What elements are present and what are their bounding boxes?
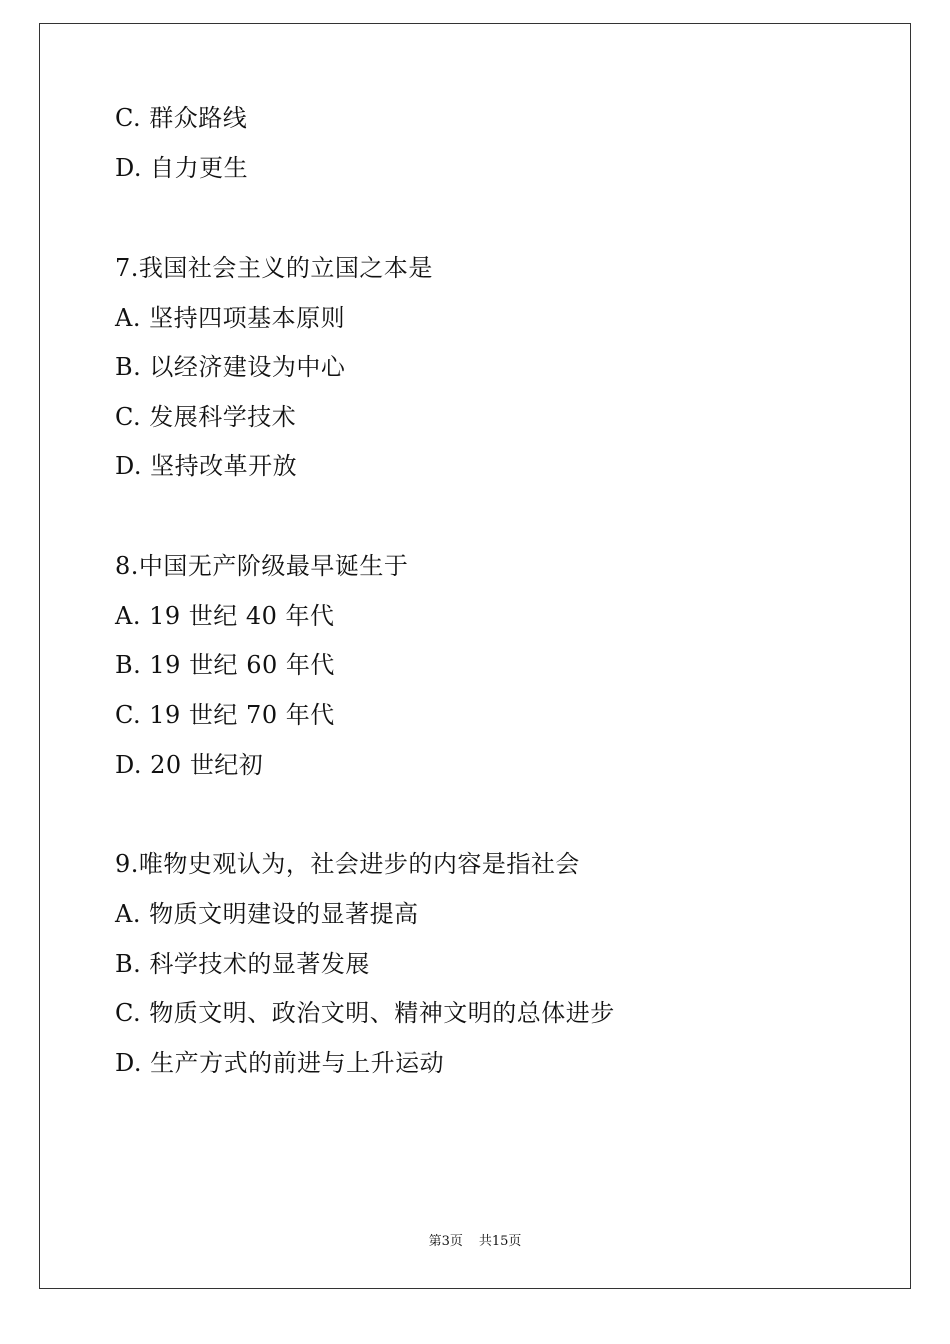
option-7c: C. 发展科学技术 xyxy=(115,403,297,431)
question-9-stem: 9.唯物史观认为，社会进步的内容是指社会 xyxy=(115,850,580,878)
option-9c: C. 物质文明、政治文明、精神文明的总体进步 xyxy=(115,999,615,1027)
option-7b: B. 以经济建设为中心 xyxy=(115,353,346,381)
option-6c: C. 群众路线 xyxy=(115,104,248,132)
option-8c: C. 19 世纪 70 年代 xyxy=(115,701,335,729)
option-8b: B. 19 世纪 60 年代 xyxy=(115,651,335,679)
question-8-stem: 8.中国无产阶级最早诞生于 xyxy=(115,552,409,580)
option-9a: A. 物质文明建设的显著提高 xyxy=(115,900,419,928)
page-footer xyxy=(0,1233,950,1251)
option-7a: A. 坚持四项基本原则 xyxy=(115,304,346,332)
option-7d: D. 坚持改革开放 xyxy=(115,452,298,480)
option-6d: D. 自力更生 xyxy=(115,154,249,182)
option-8a: A. 19 世纪 40 年代 xyxy=(115,602,335,630)
option-8d: D. 20 世纪初 xyxy=(115,751,264,779)
option-9d: D. 生产方式的前进与上升运动 xyxy=(115,1049,445,1077)
question-7-stem: 7.我国社会主义的立国之本是 xyxy=(115,254,433,282)
option-9b: B. 科学技术的显著发展 xyxy=(115,950,370,978)
page-number: 第3页 xyxy=(428,1234,463,1249)
page-total: 共15页 xyxy=(478,1234,522,1249)
